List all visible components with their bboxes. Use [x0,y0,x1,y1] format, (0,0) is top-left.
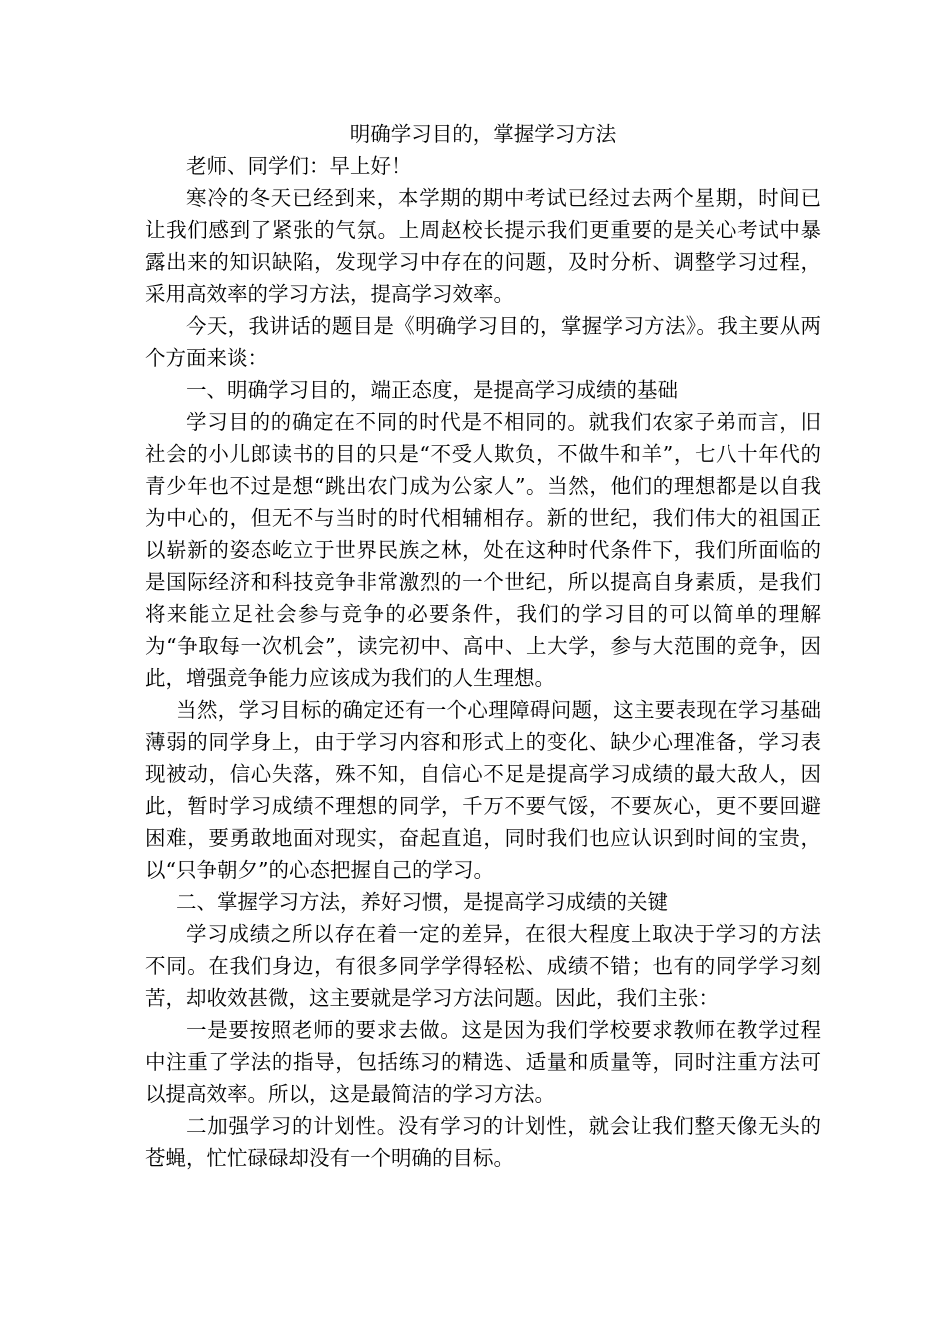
body-paragraph: 学习成绩之所以存在着一定的差异，在很大程度上取决于学习的方法不同。在我们身边，有很多同学学得轻松、成绩不错；也有的同学学习刻苦，却收效甚微，这主要就是学习方法问题。因此，我们主张： [145,922,821,1010]
section-heading-1: 一、明确学习目的，端正态度，是提高学习成绩的基础 [186,378,678,402]
body-paragraph: 二加强学习的计划性。没有学习的计划性，就会让我们整天像无头的苍蝇，忙忙碌碌却没有一个明确的目标。 [145,1114,821,1170]
document-title: 明确学习目的，掌握学习方法 [349,122,617,146]
intro-paragraph: 寒冷的冬天已经到来，本学期的期中考试已经过去两个星期，时间已让我们感到了紧张的气氛。上周赵校长提示我们更重要的是关心考试中暴露出来的知识缺陷，发现学习中存在的问题，及时分析、调整学习过程，采用高效率的学习方法，提高学习效率。 [145,186,821,306]
body-paragraph: 一是要按照老师的要求去做。这是因为我们学校要求教师在教学过程中注重了学法的指导，包括练习的精选、适量和质量等，同时注重方法可以提高效率。所以，这是最简洁的学习方法。 [145,1018,821,1106]
section-heading-2: 二、掌握学习方法，养好习惯，是提高学习成绩的关键 [176,890,668,914]
topic-paragraph: 今天，我讲话的题目是《明确学习目的，掌握学习方法》。我主要从两个方面来谈： [145,314,821,370]
body-paragraph: 当然，学习目标的确定还有一个心理障碍问题，这主要表现在学习基础薄弱的同学身上，由于学习内容和形式上的变化、缺少心理准备，学习表现被动，信心失落，殊不知，自信心不足是提高学习成绩的最大敌人，因此，暂时学习成绩不理想的同学，千万不要气馁，不要灰心，更不要回避困难，要勇敢地面对现实，奋起直追，同时我们也应认识到时间的宝贵，以“只争朝夕”的心态把握自己的学习。 [145,698,821,882]
document-body [145,118,821,1174]
body-paragraph: 学习目的的确定在不同的时代是不相同的。就我们农家子弟而言，旧社会的小儿郎读书的目的只是“不受人欺负，不做牛和羊”，七八十年代的青少年也不过是想“跳出农门成为公家人”。当然，他们的理想都是以自我为中心的，但无不与当时的时代相辅相存。新的世纪，我们伟大的祖国正以崭新的姿态屹立于世界民族之林，处在这种时代条件下，我们所面临的是国际经济和科技竞争非常激烈的一个世纪，所以提高自身素质，是我们将来能立足社会参与竞争的必要条件，我们的学习目的可以简单的理解为“争取每一次机会”，读完初中、高中、上大学，参与大范围的竞争，因此，增强竞争能力应该成为我们的人生理想。 [145,410,821,690]
greeting-paragraph: 老师、同学们：早上好！ [186,154,412,178]
